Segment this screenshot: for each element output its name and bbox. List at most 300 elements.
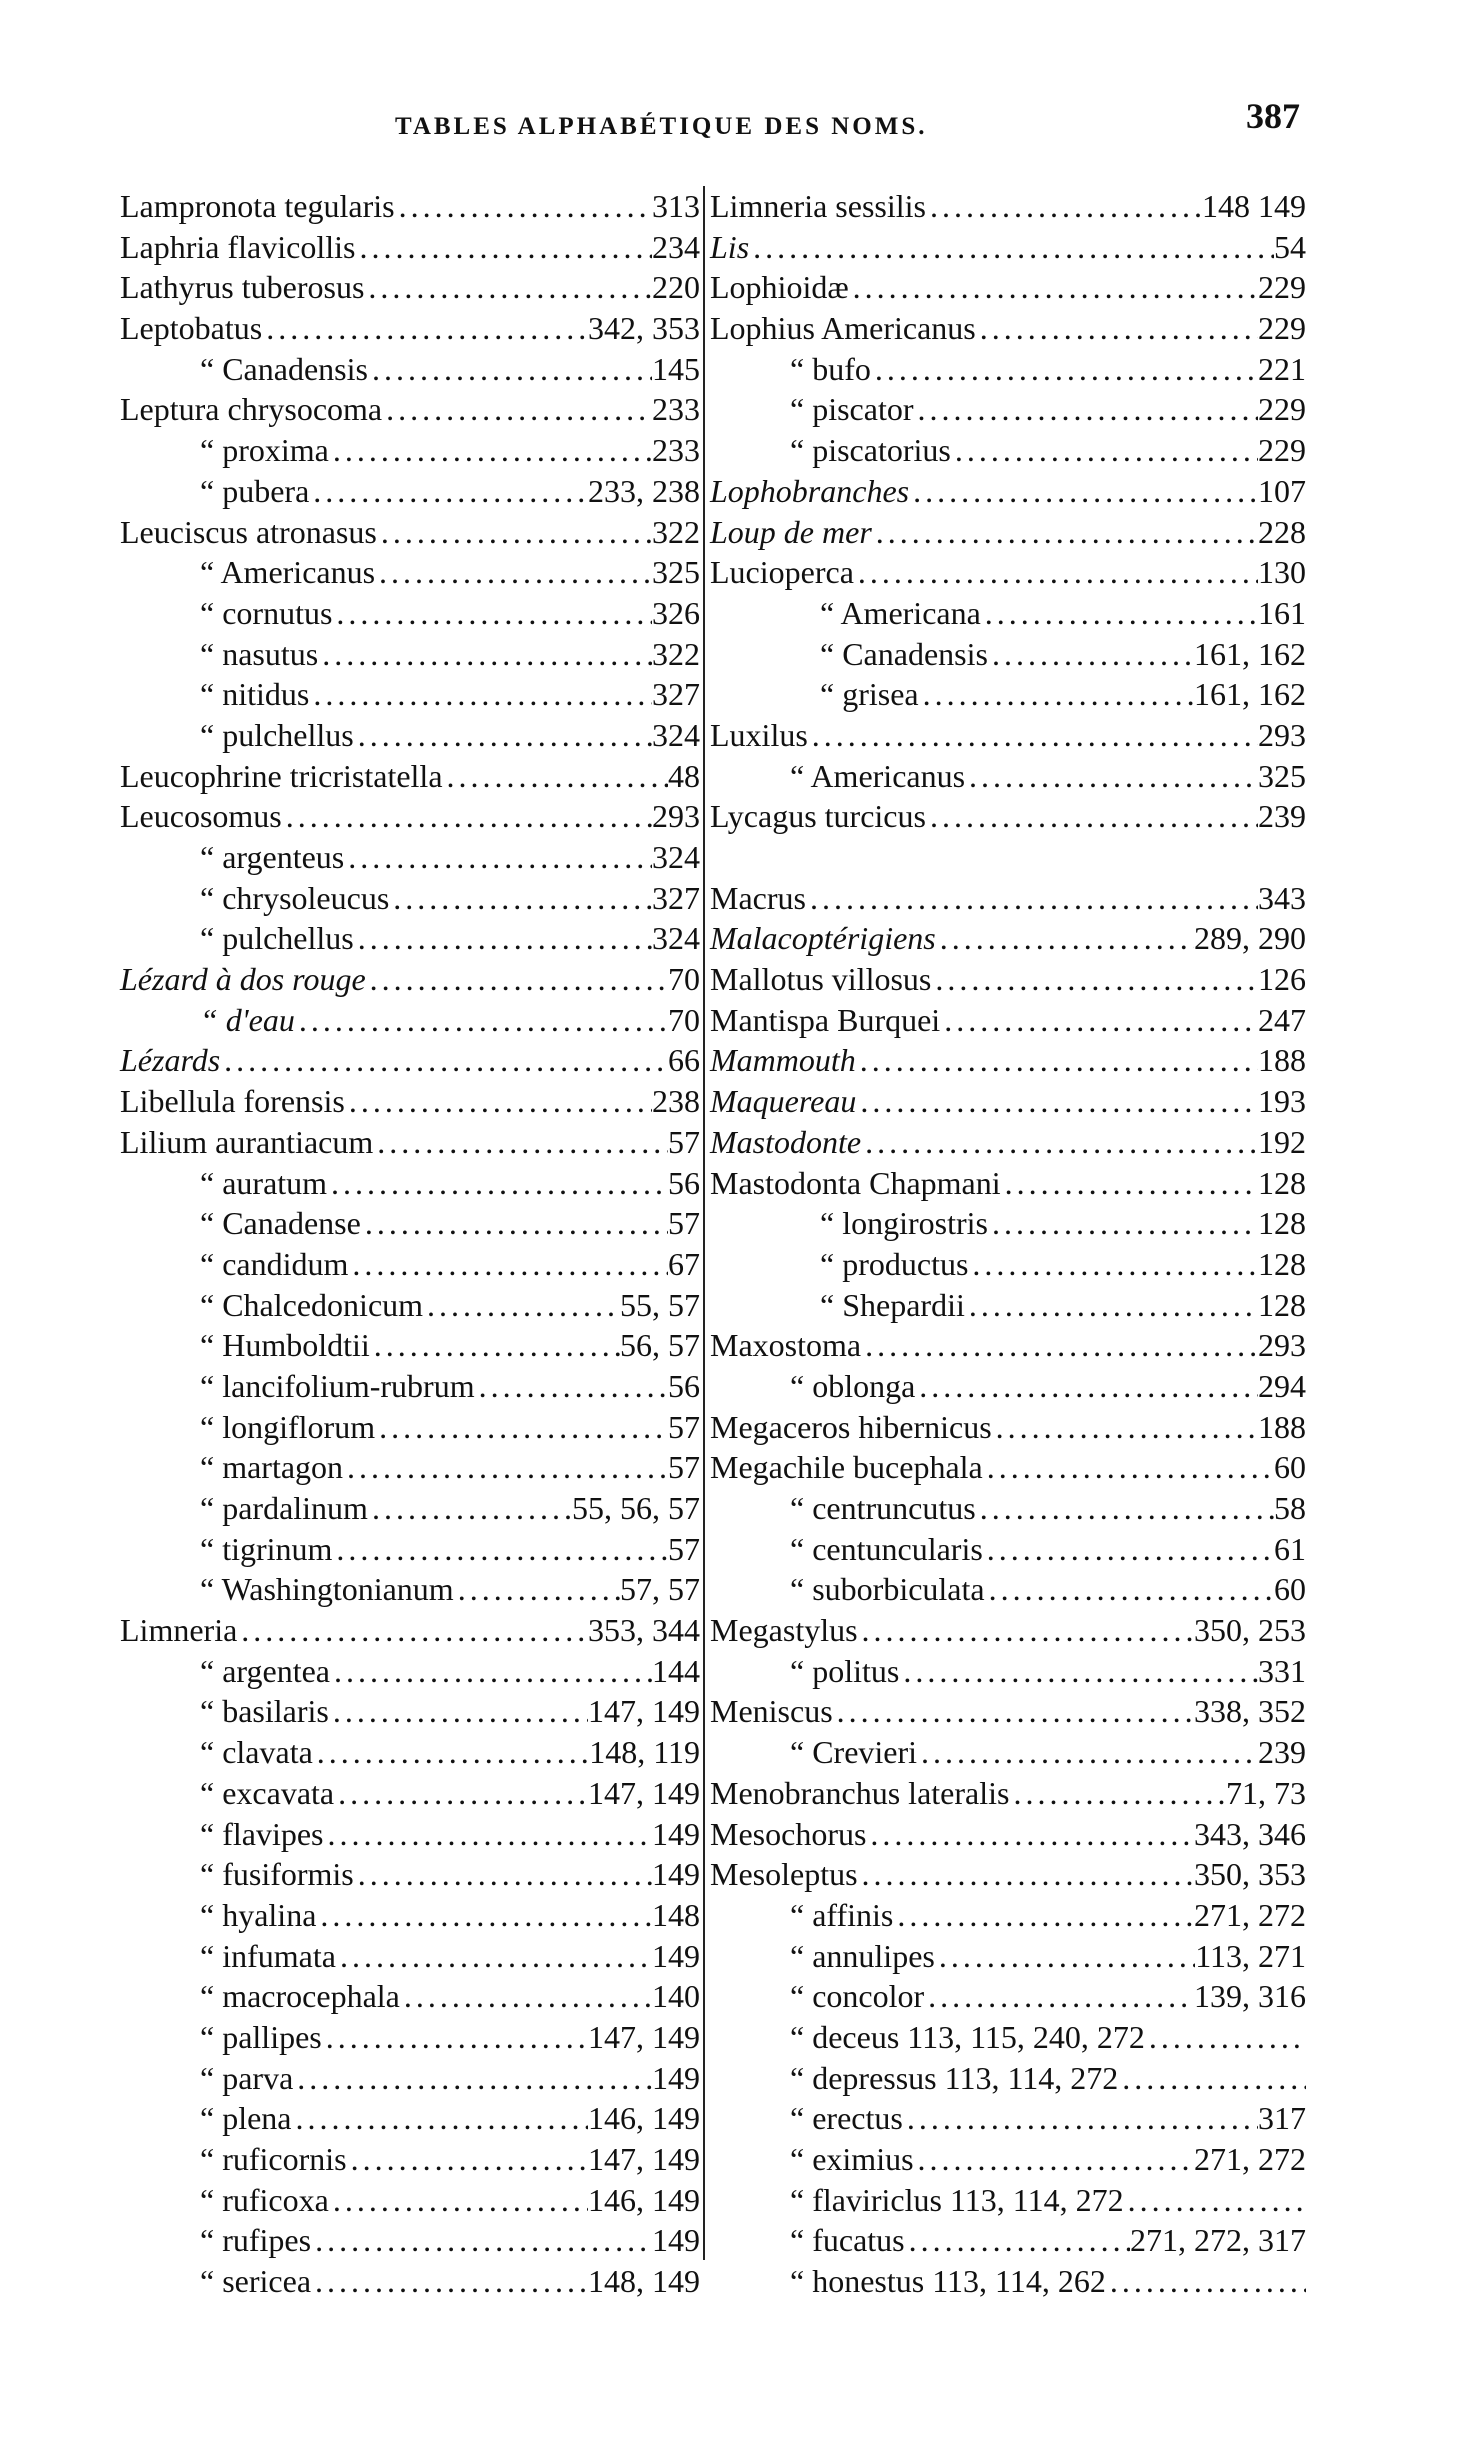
leader-dots (329, 430, 652, 471)
entry-pages: 221 (1258, 350, 1306, 387)
leader-dots (854, 552, 1258, 593)
entry-name: “ argentea (200, 1652, 330, 1689)
entry-pages: 139, 316 (1194, 1978, 1306, 2015)
index-entry (120, 512, 700, 553)
leader-dots (856, 1081, 1258, 1122)
entry-pages: 55, 57 (620, 1286, 700, 1323)
entry-pages: 149 (652, 1937, 700, 1974)
index-entry (710, 1163, 1306, 1204)
leader-dots (849, 267, 1258, 308)
index-entry (120, 1814, 700, 1855)
entry-name: Maquereau (710, 1083, 857, 1120)
entry-pages: 128 (1258, 1286, 1306, 1323)
entry-name: “ Americana (820, 594, 981, 631)
entry-pages: 113, 271 (1195, 1937, 1306, 1974)
index-entry (120, 2098, 700, 2139)
index-entry (710, 1651, 1306, 1692)
entry-name: Limneria sessilis (710, 188, 926, 224)
entry-pages: 325 (1258, 757, 1306, 794)
entry-name: Mastodonte (710, 1123, 862, 1160)
leader-dots (368, 1488, 572, 1529)
entry-pages: 60 (1274, 1571, 1306, 1608)
index-entry (120, 349, 700, 390)
entry-name: “ proxima (200, 432, 329, 469)
entry-pages: 146, 149 (588, 2100, 700, 2137)
entry-name: “ candidum (200, 1245, 349, 1282)
entry-pages: 229 (1258, 432, 1306, 469)
entry-pages: 128 (1258, 1164, 1306, 1201)
leader-dots (329, 2180, 588, 2221)
index-entry (120, 389, 700, 430)
leader-dots (749, 227, 1274, 268)
leader-dots (282, 796, 652, 837)
entry-name: “ pulchellus (200, 716, 354, 753)
entry-name: “ martagon (200, 1449, 344, 1486)
leader-dots (400, 1976, 652, 2017)
entry-pages: 326 (652, 594, 700, 631)
entry-name: “ fucatus (790, 2222, 905, 2259)
entry-name: “ depressus 113, 114, 272 (790, 2059, 1119, 2096)
entry-pages: 338, 352 (1194, 1693, 1306, 1730)
index-entry (710, 389, 1306, 430)
leader-dots (861, 1325, 1258, 1366)
index-entry (120, 1285, 700, 1326)
index-entry (120, 1732, 700, 1773)
index-entry (710, 1122, 1306, 1163)
entry-name: Megastylus (710, 1612, 858, 1649)
entry-name: “ infumata (200, 1937, 336, 1974)
entry-pages: 313 (652, 188, 700, 224)
leader-dots (395, 186, 652, 227)
index-entry (710, 756, 1306, 797)
entry-pages: 293 (1258, 716, 1306, 753)
leader-dots (354, 715, 652, 756)
leader-dots (475, 1366, 668, 1407)
index-entry (710, 227, 1306, 268)
index-entry (120, 1488, 700, 1529)
index-entry (710, 1529, 1306, 1570)
entry-pages: 161 (1258, 594, 1306, 631)
entry-name: Luxilus (710, 716, 808, 753)
entry-pages: 148 (652, 1896, 700, 1933)
entry-pages: 342, 353 (588, 310, 700, 347)
page-number: 387 (1246, 96, 1300, 136)
leader-dots (806, 878, 1258, 919)
entry-name: Lampronota tegularis (120, 188, 395, 224)
entry-pages: 233 (652, 432, 700, 469)
entry-name: “ piscator (790, 391, 914, 428)
leader-dots (983, 1529, 1274, 1570)
leader-dots (893, 1895, 1194, 1936)
index-entry (120, 715, 700, 756)
leader-dots (1145, 2017, 1306, 2058)
leader-dots (903, 2098, 1258, 2139)
entry-name: Leptura chrysocoma (120, 391, 383, 428)
entry-pages: 293 (652, 798, 700, 835)
leader-dots (237, 1610, 588, 1651)
entry-pages: 149 (652, 2222, 700, 2259)
entry-pages: 322 (652, 513, 700, 550)
entry-name: “ annulipes (790, 1937, 935, 1974)
index-entry (710, 796, 1306, 837)
leader-dots (988, 1203, 1258, 1244)
entry-name: Mastodonta Chapmani (710, 1164, 1001, 1201)
index-entry (120, 837, 700, 878)
leader-dots (976, 308, 1258, 349)
leader-dots (332, 593, 652, 634)
leader-dots (936, 918, 1194, 959)
index-column-right (710, 186, 1306, 2302)
leader-dots (354, 1854, 652, 1895)
index-entry (120, 1366, 700, 1407)
index-entry (710, 349, 1306, 390)
entry-name: Menobranchus lateralis (710, 1774, 1010, 1811)
index-entry (710, 512, 1306, 553)
entry-pages: 324 (652, 920, 700, 957)
leader-dots (345, 1081, 652, 1122)
index-entry (120, 1976, 700, 2017)
entry-name: “ nasutus (200, 635, 319, 672)
leader-dots (981, 593, 1258, 634)
leader-dots (292, 2098, 589, 2139)
entry-name: Meniscus (710, 1693, 833, 1730)
index-entry (710, 2220, 1306, 2261)
leader-dots (313, 1732, 589, 1773)
index-entry (710, 267, 1306, 308)
index-entry (120, 227, 700, 268)
entry-name: “ rufipes (200, 2222, 312, 2259)
entry-pages: 327 (652, 676, 700, 713)
entry-pages: 107 (1258, 472, 1306, 509)
entry-name: “ nitidus (200, 676, 310, 713)
index-entry (710, 1773, 1306, 1814)
entry-name: “ parva (200, 2059, 294, 2096)
entry-name: Lophioidæ (710, 269, 849, 306)
entry-pages: 144 (652, 1652, 700, 1689)
leader-dots (389, 878, 652, 919)
leader-dots (370, 1325, 620, 1366)
entry-pages: 239 (1258, 1734, 1306, 1771)
leader-dots (866, 1814, 1194, 1855)
entry-pages: 58 (1274, 1490, 1306, 1526)
entry-name: Lézard à dos rouge (120, 961, 366, 998)
leader-dots (931, 959, 1258, 1000)
entry-name: “ flavipes (200, 1815, 324, 1852)
index-entry (710, 593, 1306, 634)
entry-pages: 55, 56, 57 (572, 1490, 700, 1526)
leader-dots (924, 1976, 1194, 2017)
entry-name: Mammouth (710, 1042, 856, 1079)
index-entry (710, 2098, 1306, 2139)
index-entry (120, 1569, 700, 1610)
entry-name: “ grisea (820, 676, 919, 713)
index-entry (710, 1285, 1306, 1326)
index-entry (710, 1488, 1306, 1529)
index-entry (120, 1122, 700, 1163)
entry-name: Leuciscus atronasus (120, 513, 377, 550)
index-entry (710, 837, 1306, 878)
entry-name: Mesochorus (710, 1815, 867, 1852)
entry-pages: 57 (668, 1123, 700, 1160)
index-entry (120, 1447, 700, 1488)
entry-name: Lis (710, 228, 750, 265)
page-header (125, 95, 1300, 145)
index-entry (120, 430, 700, 471)
entry-name: Lophius Americanus (710, 310, 976, 347)
leader-dots (1009, 1773, 1226, 1814)
leader-dots (329, 1691, 588, 1732)
entry-pages: 149 (652, 2059, 700, 2096)
index-entry (710, 1936, 1306, 1977)
entry-name: “ chrysoleucus (200, 879, 390, 916)
leader-dots (858, 1610, 1194, 1651)
entry-pages: 193 (1258, 1083, 1306, 1120)
leader-dots (905, 2220, 1130, 2261)
entry-name: Mesoleptus (710, 1856, 858, 1893)
leader-dots (872, 512, 1258, 553)
leader-dots (262, 308, 588, 349)
entry-pages: 57 (668, 1530, 700, 1567)
leader-dots (334, 1773, 588, 1814)
entry-pages: 66 (668, 1042, 700, 1079)
entry-pages: 322 (652, 635, 700, 672)
leader-dots (985, 1569, 1274, 1610)
leader-dots (220, 1040, 668, 1081)
index-entry (710, 1407, 1306, 1448)
entry-name: “ piscatorius (790, 432, 951, 469)
leader-dots (343, 1447, 668, 1488)
entry-pages: 161, 162 (1194, 676, 1306, 713)
entry-name: “ clavata (200, 1734, 313, 1771)
leader-dots (899, 1651, 1258, 1692)
entry-pages: 229 (1258, 269, 1306, 306)
entry-name: Malacoptérigiens (710, 920, 936, 957)
leader-dots (322, 2017, 588, 2058)
index-entry (120, 1529, 700, 1570)
leader-dots (861, 1122, 1258, 1163)
index-entry (120, 1000, 700, 1041)
index-entry (120, 1163, 700, 1204)
entry-pages: 146, 149 (588, 2181, 700, 2218)
entry-pages: 228 (1258, 513, 1306, 550)
entry-name: “ Americanus (200, 554, 376, 591)
index-entry (120, 959, 700, 1000)
entry-name: “ ruficornis (200, 2141, 347, 2177)
leader-dots (327, 1163, 668, 1204)
leader-dots (909, 471, 1258, 512)
leader-dots (951, 430, 1258, 471)
entry-name: Limneria (120, 1612, 238, 1649)
index-entry (710, 1976, 1306, 2017)
running-title: TABLES ALPHABÉTIQUE DES NOMS. (395, 113, 928, 140)
index-entry (710, 186, 1306, 227)
index-entry (710, 634, 1306, 675)
leader-dots (354, 918, 652, 959)
entry-pages: 350, 253 (1194, 1612, 1306, 1649)
entry-name: “ Canadense (200, 1205, 361, 1242)
entry-name: Lathyrus tuberosus (120, 269, 365, 306)
leader-dots (808, 715, 1258, 756)
entry-pages: 57 (668, 1205, 700, 1242)
entry-pages: 57 (668, 1449, 700, 1486)
leader-dots (914, 2139, 1194, 2180)
leader-dots (858, 1854, 1194, 1895)
index-entry (120, 2180, 700, 2221)
entry-name: “ argenteus (200, 839, 345, 875)
leader-dots (1106, 2261, 1306, 2302)
leader-dots (309, 471, 588, 512)
entry-pages: 61 (1274, 1530, 1306, 1567)
entry-name: “ politus (790, 1652, 900, 1689)
entry-name: “ Canadensis (820, 635, 988, 672)
entry-pages: 56, 57 (620, 1327, 700, 1364)
index-entry (120, 1040, 700, 1081)
entry-pages: 233, 238 (588, 472, 700, 509)
entry-pages: 60 (1274, 1449, 1306, 1486)
entry-name: Macrus (710, 879, 806, 916)
entry-pages: 271, 272, 317 (1130, 2222, 1306, 2259)
entry-pages: 48 (668, 757, 700, 794)
entry-pages: 289, 290 (1194, 920, 1306, 957)
entry-pages: 271, 272 (1194, 2141, 1306, 2177)
index-entry (120, 1244, 700, 1285)
entry-pages: 294 (1258, 1367, 1306, 1404)
entry-pages: 350, 353 (1194, 1856, 1306, 1893)
index-entry (710, 1081, 1306, 1122)
entry-pages: 188 (1258, 1042, 1306, 1079)
entry-name: “ longiflorum (200, 1408, 376, 1445)
leader-dots (377, 512, 652, 553)
entry-pages: 128 (1258, 1245, 1306, 1282)
leader-dots (309, 674, 652, 715)
leader-dots (336, 1936, 652, 1977)
leader-dots (364, 267, 652, 308)
entry-pages: 147, 149 (588, 2018, 700, 2055)
leader-dots (375, 1407, 668, 1448)
entry-pages: 130 (1258, 554, 1306, 591)
index-entry (120, 1407, 700, 1448)
index-entry (120, 1773, 700, 1814)
entry-pages: 149 (652, 1815, 700, 1852)
entry-pages: 54 (1274, 228, 1306, 265)
leader-dots (344, 837, 652, 878)
index-entry (120, 2261, 700, 2302)
entry-pages: 229 (1258, 391, 1306, 428)
entry-name: Laphria flavicollis (120, 228, 356, 265)
leader-dots (968, 1244, 1258, 1285)
entry-name: “ productus (820, 1245, 969, 1282)
entry-name: “ Americanus (790, 757, 966, 794)
index-entry (710, 2139, 1306, 2180)
entry-name: “ pulchellus (200, 920, 354, 957)
index-entry (120, 2139, 700, 2180)
entry-name: “ Chalcedonicum (200, 1286, 424, 1323)
index-entry (710, 1854, 1306, 1895)
index-entry (710, 1569, 1306, 1610)
index-entry (120, 186, 700, 227)
index-entry (120, 1651, 700, 1692)
leader-dots (311, 2220, 652, 2261)
leader-dots (833, 1691, 1194, 1732)
entry-pages: 128 (1258, 1205, 1306, 1242)
entry-pages: 343 (1258, 879, 1306, 916)
index-entry (120, 552, 700, 593)
entry-name: “ oblonga (790, 1367, 916, 1404)
entry-name: “ suborbiculata (790, 1571, 985, 1608)
index-entry (710, 1691, 1306, 1732)
index-entry (710, 552, 1306, 593)
entry-name: “ fusiformis (200, 1856, 354, 1893)
entry-name: Lycagus turcicus (710, 798, 926, 835)
entry-pages: 220 (652, 269, 700, 306)
leader-dots (935, 1936, 1195, 1977)
entry-pages: 324 (652, 839, 700, 875)
entry-pages: 70 (668, 1001, 700, 1038)
entry-pages: 140 (652, 1978, 700, 2015)
index-entry (710, 959, 1306, 1000)
leader-dots (871, 349, 1258, 390)
entry-pages: 147, 149 (588, 1693, 700, 1730)
leader-dots (940, 1000, 1258, 1041)
index-entry (120, 1203, 700, 1244)
entry-name: Mallotus villosus (710, 961, 932, 998)
index-entry (710, 1040, 1306, 1081)
leader-dots (332, 1529, 668, 1570)
leader-dots (965, 1285, 1258, 1326)
leader-dots (373, 1122, 668, 1163)
entry-name: “ pardalinum (200, 1490, 368, 1526)
entry-pages: 147, 149 (588, 1774, 700, 1811)
leader-dots (965, 756, 1258, 797)
entry-name: Lophobranches (710, 472, 910, 509)
entry-pages: 188 (1258, 1408, 1306, 1445)
entry-name: “ pubera (200, 472, 310, 509)
leader-dots (347, 2139, 588, 2180)
entry-pages: 239 (1258, 798, 1306, 835)
leader-dots (366, 959, 668, 1000)
entry-name: “ Crevieri (790, 1734, 918, 1771)
entry-pages: 271, 272 (1194, 1896, 1306, 1933)
entry-name: Leucosomus (120, 798, 282, 835)
leader-dots (1001, 1163, 1258, 1204)
entry-pages: 148 149 (1202, 188, 1306, 224)
entry-name: “ bufo (790, 350, 871, 387)
index-entry (120, 1936, 700, 1977)
entry-pages: 238 (652, 1083, 700, 1120)
entry-pages: 325 (652, 554, 700, 591)
leader-dots (926, 186, 1202, 227)
entry-name: “ basilaris (200, 1693, 329, 1730)
entry-name: Leucophrine tricristatella (120, 757, 443, 794)
entry-pages: 247 (1258, 1001, 1306, 1038)
leader-dots (316, 1895, 652, 1936)
leader-dots (361, 1203, 668, 1244)
entry-name: “ ruficoxa (200, 2181, 329, 2218)
entry-name: “ lancifolium-rubrum (200, 1367, 475, 1404)
leader-dots (330, 1651, 652, 1692)
entry-pages: 57, 57 (620, 1571, 700, 1608)
entry-pages: 331 (1258, 1652, 1306, 1689)
leader-dots (976, 1488, 1274, 1529)
entry-pages: 147, 149 (588, 2141, 700, 2177)
index-entry (710, 674, 1306, 715)
entry-name: Megachile bucephala (710, 1449, 983, 1486)
entry-name: “ auratum (200, 1164, 328, 1201)
entry-pages: 126 (1258, 961, 1306, 998)
entry-pages: 353, 344 (588, 1612, 700, 1649)
entry-name: “ flaviriclus 113, 114, 272 (790, 2181, 1124, 2218)
index-entry (120, 1325, 700, 1366)
